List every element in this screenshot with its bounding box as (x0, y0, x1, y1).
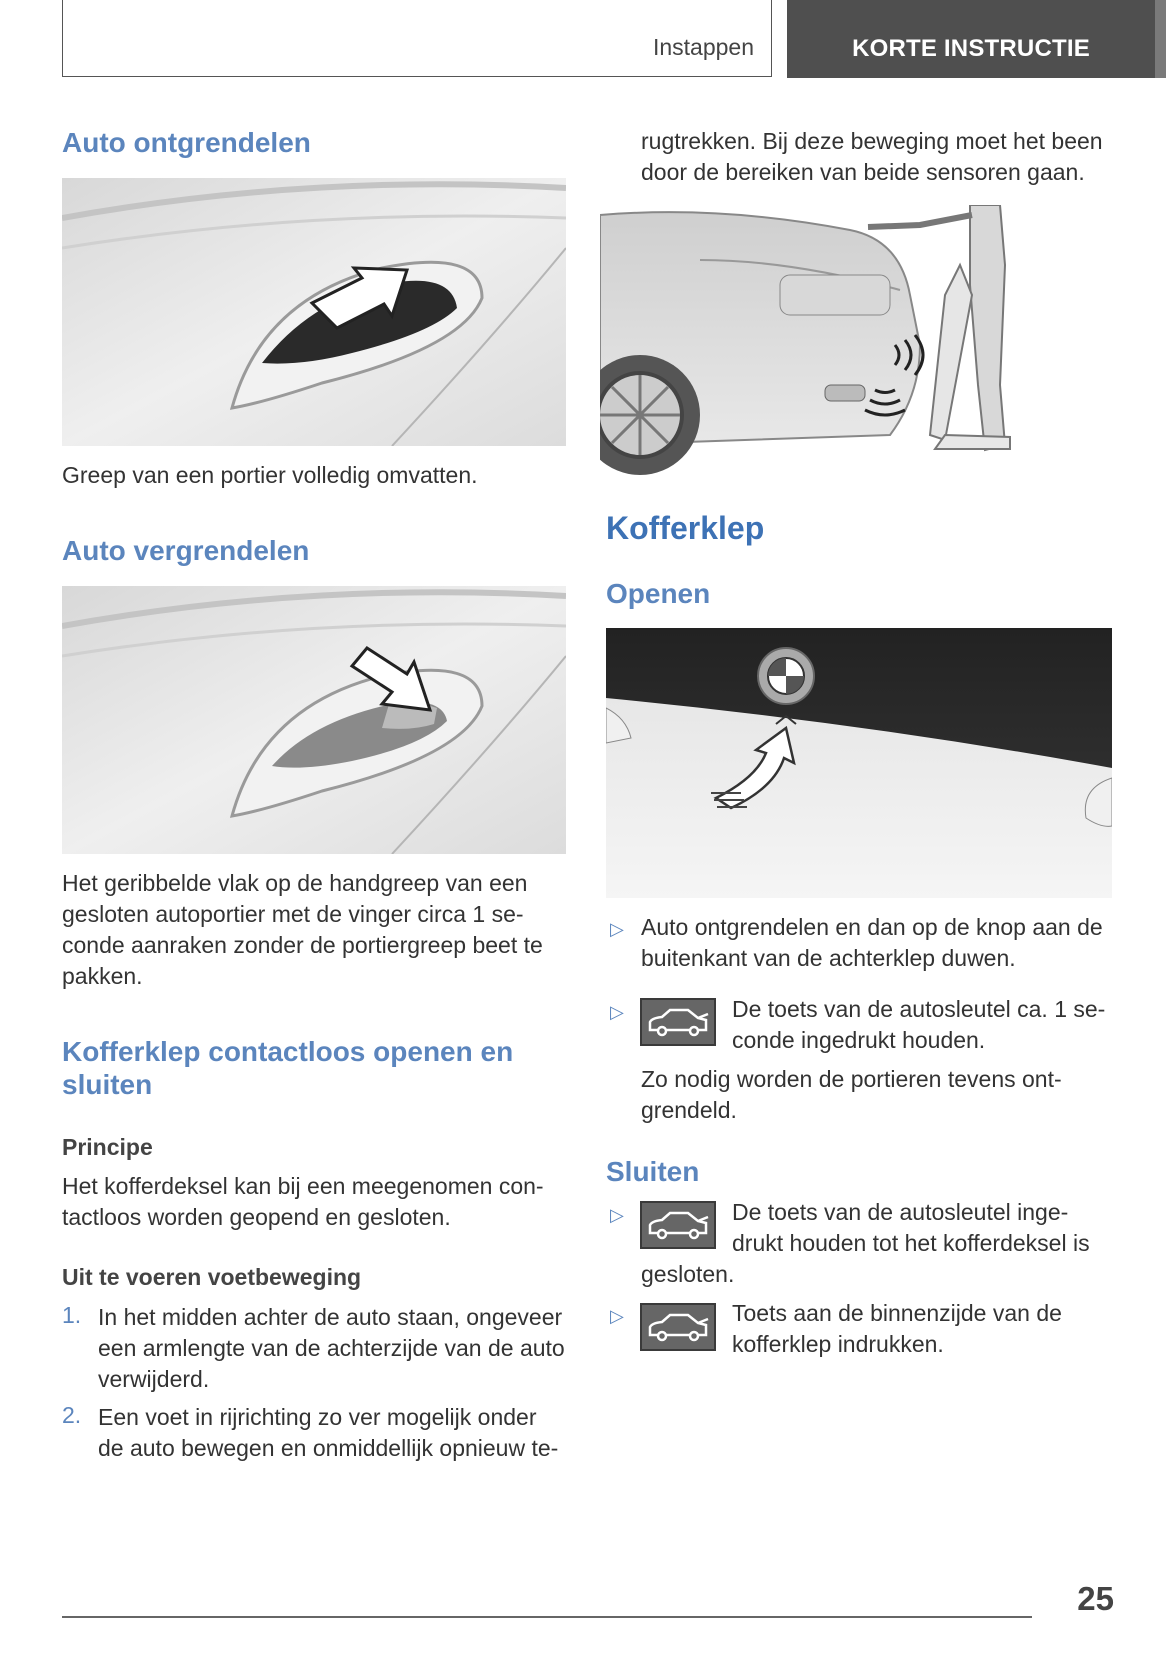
footer-rule (62, 1616, 1032, 1618)
header-tab-edge (1155, 0, 1166, 78)
heading-open: Openen (606, 578, 711, 609)
bullet-open-2: ▷ (610, 1002, 624, 1022)
principle-text: Het kofferdeksel kan bij een meegenomen con- tactloos worden geopend en gesloten. (62, 1173, 544, 1230)
caption-unlock: Greep van een portier volledig omvatten. (62, 462, 478, 488)
continued-text: rugtrekken. Bij deze beweging moet het been door de bereiken van beide sensoren gaan. (641, 128, 1103, 185)
caption-lock: Het geribbelde vlak op de handgreep van een gesloten autoportier met de vinger circa 1 se- conde aanraken zonder de portiergreep beet te pakken. (62, 870, 543, 989)
page-number: 25 (1077, 1580, 1114, 1617)
open-item-1-text: Auto ontgrendelen en dan op de knop aan de buitenkant van de achterklep duwen. (641, 914, 1103, 971)
step-text-2: Een voet in rijrichting zo ver mogelijk onder de auto bewegen en onmiddellijk opnieuw te- (98, 1404, 559, 1461)
figure-door-handle-unlock (62, 178, 566, 446)
car-trunk-key-icon (640, 1303, 716, 1351)
header-section-title: Instappen (652, 34, 754, 60)
close-item-1-text-b: gesloten. (641, 1261, 735, 1287)
bullet-close-1: ▷ (610, 1205, 624, 1225)
heading-principle: Principe (62, 1134, 153, 1160)
step-number-1: 1. (62, 1302, 82, 1328)
heading-unlock: Auto ontgrendelen (62, 127, 311, 158)
open-note-text: Zo nodig worden de portieren tevens ont- grendeld. (641, 1066, 1062, 1123)
figure-door-handle-lock (62, 586, 566, 854)
close-item-2-text: Toets aan de binnenzijde van de kofferklep indrukken. (732, 1300, 1062, 1357)
close-item-1-text-a: De toets van de autosleutel inge- drukt houden tot het kofferdeksel is (732, 1199, 1090, 1256)
heading-foot-motion: Uit te voeren voetbeweging (62, 1264, 362, 1290)
car-trunk-key-icon (640, 1201, 716, 1249)
bullet-close-2: ▷ (610, 1306, 624, 1326)
car-trunk-key-icon (640, 998, 716, 1046)
step-text-1: In het midden achter de auto staan, ongeveer een armlengte van de achterzijde van de auto verwijderd. (98, 1304, 565, 1392)
bullet-open-1: ▷ (610, 919, 624, 939)
step-number-2: 2. (62, 1402, 82, 1428)
open-item-2-text: De toets van de autosleutel ca. 1 se- conde ingedrukt houden. (732, 996, 1106, 1053)
heading-lock: Auto vergrendelen (62, 535, 310, 566)
figure-foot-gesture (600, 205, 1032, 475)
heading-trunk: Kofferklep (606, 510, 765, 546)
figure-trunk-button (606, 628, 1112, 898)
heading-close: Sluiten (606, 1156, 700, 1187)
header-chapter-tab: KORTE INSTRUCTIE (787, 0, 1155, 78)
heading-contactless-trunk: Kofferklep contactloos openen en sluiten (62, 1036, 514, 1100)
